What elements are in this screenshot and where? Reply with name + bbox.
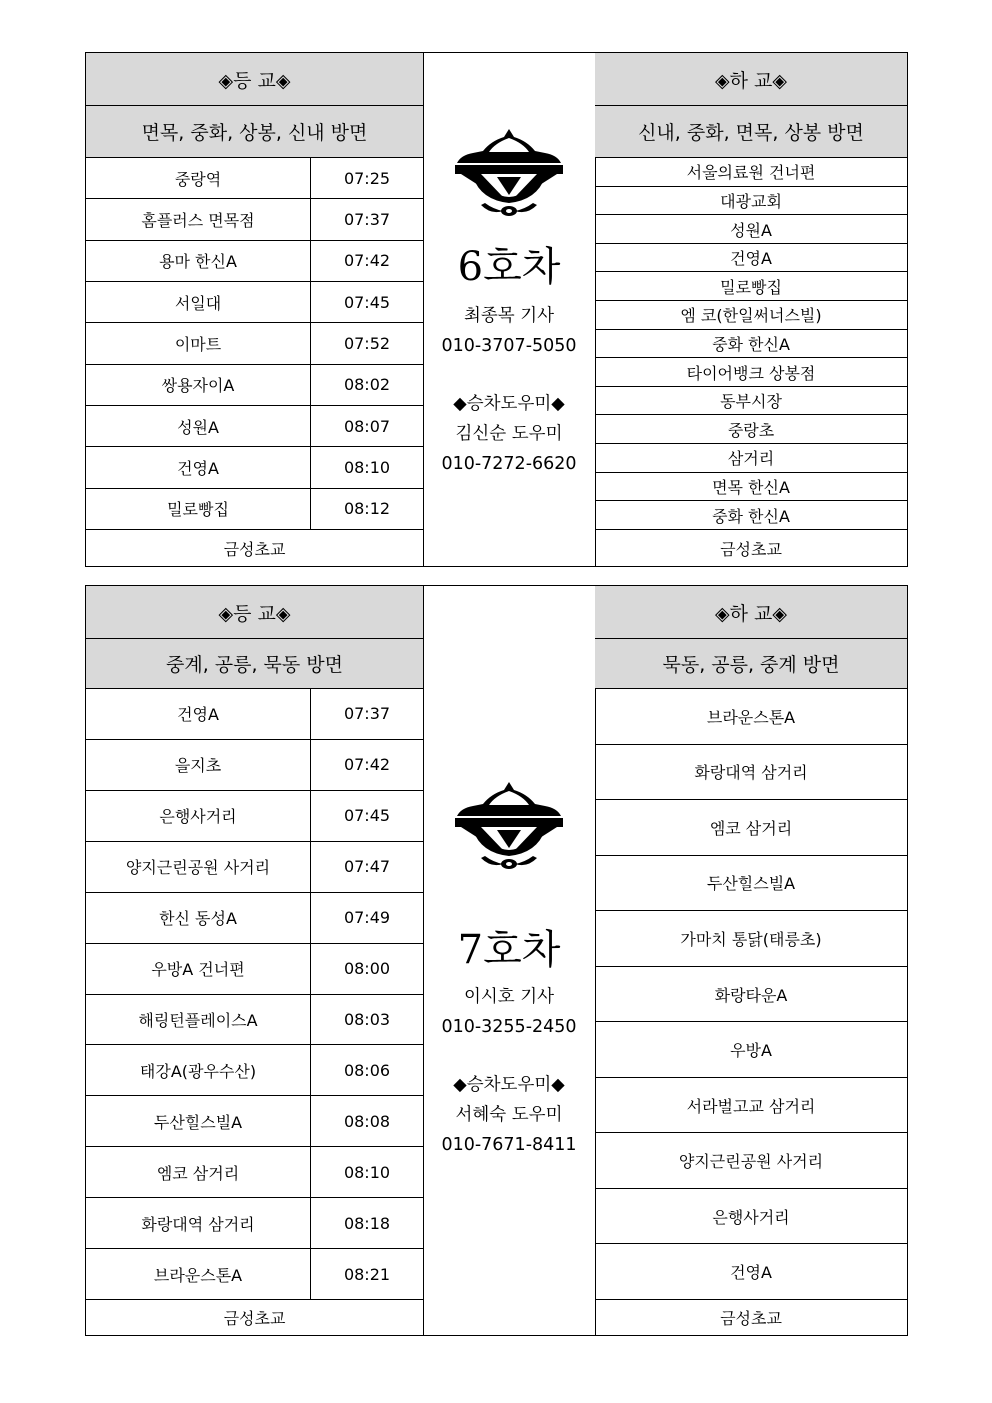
bus6-return-destination: 금성초교	[720, 539, 782, 559]
stop-name: 해링턴플레이스A	[86, 995, 311, 1045]
list-item: 브라운스톤A	[595, 689, 907, 745]
list-item: 서울의료원 건너편	[595, 158, 907, 187]
bus7-assistant: 서혜숙 도우미	[455, 1105, 563, 1125]
table-row	[86, 689, 423, 740]
stop-name: 밀로빵집	[86, 489, 311, 529]
list-item: 건영A	[595, 1244, 907, 1300]
stop-time: 08:03	[343, 1009, 391, 1029]
table-row	[86, 365, 423, 406]
list-item: 성원A	[595, 215, 907, 244]
table-row	[86, 740, 423, 791]
stop-time: 08:12	[343, 499, 391, 519]
list-item: 중랑초	[595, 415, 907, 444]
table-row	[86, 1249, 423, 1300]
bus7-return-direction: 묵동, 공릉, 중계 방면	[595, 639, 907, 689]
list-item: 두산힐스빌A	[595, 856, 907, 912]
stop-name: 중랑역	[86, 158, 311, 198]
table-row	[86, 791, 423, 842]
bus6-contact-info	[423, 301, 595, 479]
stop-time: 07:42	[343, 251, 391, 271]
bus6-assistant: 김신순 도우미	[455, 424, 563, 444]
list-item: 밀로빵집	[595, 272, 907, 301]
stop-name: 건영A	[86, 689, 311, 739]
table-row	[86, 893, 423, 944]
bus6-assistant-title: ◆승차도우미◆	[453, 394, 565, 414]
list-item: 가마치 통닭(태릉초)	[595, 911, 907, 967]
table-row	[86, 406, 423, 447]
stop-time: 08:06	[343, 1060, 391, 1080]
bus6-depart-column	[86, 53, 424, 566]
stop-name: 우방A 건너편	[86, 944, 311, 994]
bus6-depart-title: ◈등 교◈	[86, 53, 423, 106]
list-item: 양지근린공원 사거리	[595, 1133, 907, 1189]
stop-time: 07:37	[343, 704, 391, 724]
list-item: 동부시장	[595, 387, 907, 416]
bus7-assistant-title: ◆승차도우미◆	[453, 1075, 565, 1095]
table-row	[86, 489, 423, 530]
bus7-depart-destination: 금성초교	[223, 1308, 286, 1328]
bus7-info-column	[423, 586, 596, 1335]
stop-name: 양지근린공원 사거리	[86, 842, 311, 892]
list-item: 중화 한신A	[595, 330, 907, 359]
bus7-depart-column	[86, 586, 424, 1335]
list-item: 엠 코(한일써너스빌)	[595, 301, 907, 330]
stop-time: 08:07	[343, 416, 391, 436]
stop-time: 07:45	[343, 806, 391, 826]
bus6-schedule-table	[85, 52, 908, 567]
bus6-depart-destination: 금성초교	[223, 539, 286, 559]
bus7-return-title: ◈하 교◈	[595, 586, 907, 639]
bus7-driver-phone: 010-3255-2450	[441, 1017, 577, 1037]
stop-name: 한신 동성A	[86, 893, 311, 943]
table-row	[86, 1198, 423, 1249]
bus6-assistant-phone: 010-7272-6620	[441, 454, 577, 474]
stop-name: 서일대	[86, 282, 311, 322]
stop-time: 07:52	[343, 333, 391, 353]
stop-name: 성원A	[86, 406, 311, 446]
stop-name: 화랑대역 삼거리	[86, 1198, 311, 1248]
bus7-return-column	[595, 586, 907, 1335]
stop-name: 홈플러스 면목점	[86, 199, 311, 239]
bus7-depart-direction: 중계, 공릉, 묵동 방면	[86, 639, 423, 689]
list-item: 삼거리	[595, 444, 907, 473]
bus6-name: 6호차	[457, 244, 561, 290]
stop-time: 08:02	[343, 375, 391, 395]
stop-name: 쌍용자이A	[86, 365, 311, 405]
stop-name: 브라운스톤A	[86, 1249, 311, 1299]
bus6-return-direction: 신내, 중화, 면목, 상봉 방면	[595, 106, 907, 158]
stop-name: 용마 한신A	[86, 241, 311, 281]
stop-time: 08:18	[343, 1213, 391, 1233]
stop-time: 07:49	[343, 908, 391, 928]
table-row	[86, 1096, 423, 1147]
table-row	[86, 323, 423, 364]
stop-time: 08:00	[343, 959, 391, 979]
school-emblem-icon	[451, 778, 567, 873]
bus7-return-stops	[595, 689, 907, 1300]
stop-name: 태강A(광우수산)	[86, 1045, 311, 1095]
list-item: 우방A	[595, 1022, 907, 1078]
bus6-info-column	[423, 53, 596, 566]
stop-time: 08:10	[343, 457, 391, 477]
stop-time: 08:10	[343, 1162, 391, 1182]
list-item: 건영A	[595, 244, 907, 273]
bus6-driver-phone: 010-3707-5050	[441, 336, 577, 356]
bus6-depart-stops	[86, 158, 423, 530]
bus7-assistant-phone: 010-7671-8411	[441, 1135, 577, 1155]
table-row	[86, 944, 423, 995]
list-item: 면목 한신A	[595, 473, 907, 502]
list-item: 중화 한신A	[595, 501, 907, 530]
stop-time: 08:21	[343, 1264, 391, 1284]
list-item: 타이어뱅크 상봉점	[595, 358, 907, 387]
bus7-depart-stops	[86, 689, 423, 1300]
stop-time: 08:08	[343, 1111, 391, 1131]
bus6-depart-direction: 면목, 중화, 상봉, 신내 방면	[86, 106, 423, 158]
table-row	[86, 282, 423, 323]
list-item: 대광교회	[595, 187, 907, 216]
school-emblem-icon	[451, 125, 567, 220]
stop-time: 07:42	[343, 755, 391, 775]
stop-time: 07:47	[343, 857, 391, 877]
bus6-return-stops	[595, 158, 907, 530]
list-item: 엠코 삼거리	[595, 800, 907, 856]
stop-time: 07:45	[343, 292, 391, 312]
bus6-return-title: ◈하 교◈	[595, 53, 907, 106]
list-item: 서라벌고교 삼거리	[595, 1078, 907, 1134]
stop-name: 을지초	[86, 740, 311, 790]
stop-name: 이마트	[86, 323, 311, 363]
table-row	[86, 1147, 423, 1198]
list-item: 은행사거리	[595, 1189, 907, 1245]
table-row	[86, 199, 423, 240]
stop-name: 은행사거리	[86, 791, 311, 841]
bus7-return-destination: 금성초교	[720, 1308, 782, 1328]
table-row	[86, 995, 423, 1046]
table-row	[86, 241, 423, 282]
stop-name: 두산힐스빌A	[86, 1096, 311, 1146]
stop-name: 엠코 삼거리	[86, 1147, 311, 1197]
bus6-return-column	[595, 53, 907, 566]
bus7-depart-title: ◈등 교◈	[86, 586, 423, 639]
bus7-contact-info	[423, 982, 595, 1160]
list-item: 화랑타운A	[595, 967, 907, 1023]
table-row	[86, 447, 423, 488]
bus7-name: 7호차	[457, 927, 561, 973]
bus7-schedule-table	[85, 585, 908, 1336]
bus7-driver: 이시호 기사	[463, 987, 555, 1007]
stop-name: 건영A	[86, 447, 311, 487]
table-row	[86, 158, 423, 199]
bus6-driver: 최종목 기사	[463, 306, 555, 326]
list-item: 화랑대역 삼거리	[595, 745, 907, 801]
table-row	[86, 842, 423, 893]
table-row	[86, 1045, 423, 1096]
stop-time: 07:37	[343, 209, 391, 229]
stop-time: 07:25	[343, 168, 391, 188]
